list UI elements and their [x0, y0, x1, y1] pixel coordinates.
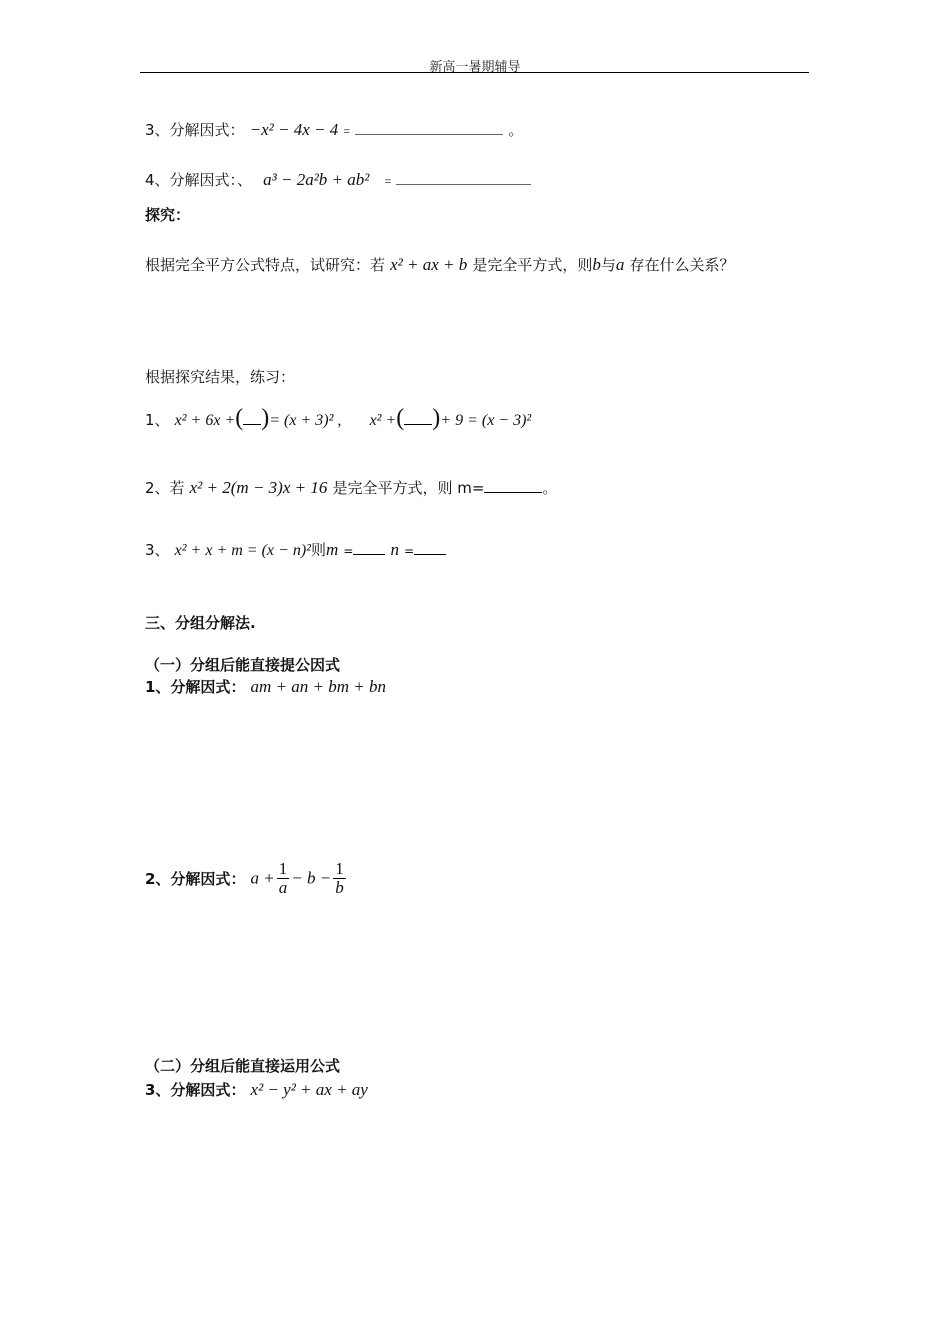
practice-3-expression: x² + x + m = (x − n)²: [174, 542, 311, 559]
problem-3-answer-blank[interactable]: [355, 134, 503, 135]
practice-3-number: 3、: [145, 541, 170, 559]
practice-2: [145, 477, 557, 498]
problem-4-label: 4、分解因式：、: [145, 171, 253, 189]
explore-question: [145, 254, 734, 275]
problem-3-expression: −x² − 4x − 4: [249, 120, 339, 139]
practice-1b-paren-close: ): [432, 405, 441, 431]
practice-1-number: 1、: [145, 411, 170, 429]
group-problem-2-middle: − b −: [291, 868, 332, 888]
section-3-title: 三、分组分解法.: [145, 614, 256, 632]
problem-4-equals: =: [384, 174, 392, 188]
group-problem-2-label: 2、分解因式：: [145, 870, 246, 888]
group-problem-3-label: 3、分解因式：: [145, 1081, 246, 1099]
fraction-a-numerator: 1: [278, 859, 288, 878]
problem-4-factorize: [145, 169, 531, 190]
explore-text-after: 存在什么关系？: [629, 256, 735, 274]
group-problem-3-expression: x² − y² + ax + ay: [250, 1080, 368, 1099]
practice-1b-after: + 9 = (x − 3)²: [440, 412, 532, 429]
practice-1a-paren-open: (: [235, 405, 244, 431]
practice-1b-paren-open: (: [396, 405, 405, 431]
problem-4-answer-blank[interactable]: [396, 184, 531, 185]
practice-3-n: n: [390, 540, 399, 559]
explore-var-b: b: [592, 255, 601, 274]
fraction-one-over-b: [333, 860, 346, 897]
explore-expression: x² + ax + b: [390, 255, 468, 274]
practice-1a-before: x² + 6x +: [174, 412, 236, 429]
group-problem-2-term-a: a +: [250, 868, 275, 888]
practice-3-n-equals: =: [404, 544, 415, 558]
group-problem-1: [145, 676, 386, 697]
practice-1b-blank[interactable]: [404, 424, 432, 425]
practice-3-text: 则: [310, 541, 326, 559]
practice-2-text: 是完全平方式，则 m=: [332, 479, 485, 497]
practice-3-m-blank[interactable]: [353, 554, 385, 555]
practice-1a-paren-close: ): [261, 405, 270, 431]
practice-3: [145, 539, 446, 560]
explore-heading: 探究：: [145, 206, 191, 224]
explore-text-middle: 是完全平方式，则: [472, 256, 593, 274]
problem-4-expression: a³ − 2a²b + ab²: [263, 170, 370, 189]
group-problem-1-label: 1、分解因式：: [145, 678, 246, 696]
fraction-one-over-a: [277, 860, 290, 897]
practice-1a-after: = (x + 3)² ,: [269, 412, 342, 429]
problem-3-factorize: [145, 119, 523, 140]
practice-3-m-equals: =: [343, 544, 354, 558]
group-problem-2: [145, 860, 348, 897]
practice-1: [145, 405, 531, 432]
practice-1a-blank[interactable]: [243, 424, 261, 425]
practice-intro: 根据探究结果，练习：: [145, 368, 296, 386]
fraction-a-denominator: a: [278, 878, 288, 897]
explore-var-a: a: [615, 255, 625, 274]
explore-with: 与: [600, 256, 616, 274]
page-header-title: 新高一暑期辅导: [429, 60, 521, 75]
fraction-b-denominator: b: [335, 878, 344, 897]
practice-2-number: 2、若: [145, 479, 185, 497]
practice-3-m: m: [325, 540, 339, 559]
problem-3-equals: =: [343, 124, 351, 138]
practice-2-expression: x² + 2(m − 3)x + 16: [189, 478, 328, 497]
problem-3-label: 3、分解因式：: [145, 121, 245, 139]
section-3-subsection-1: （一）分组后能直接提公因式: [145, 656, 341, 674]
section-3-subsection-2: （二）分组后能直接运用公式: [145, 1057, 341, 1075]
practice-2-end-mark: 。: [542, 479, 558, 497]
fraction-b-numerator: 1: [335, 859, 344, 878]
practice-2-answer-blank[interactable]: [484, 492, 542, 493]
header-divider: [140, 72, 809, 73]
group-problem-1-expression: am + an + bm + bn: [250, 677, 387, 696]
problem-3-end-mark: 。: [508, 121, 524, 139]
explore-text-before: 根据完全平方公式特点，试研究：若: [145, 256, 386, 274]
practice-1b-before: x² +: [369, 412, 397, 429]
practice-3-n-blank[interactable]: [414, 554, 446, 555]
group-problem-3: [145, 1079, 368, 1100]
